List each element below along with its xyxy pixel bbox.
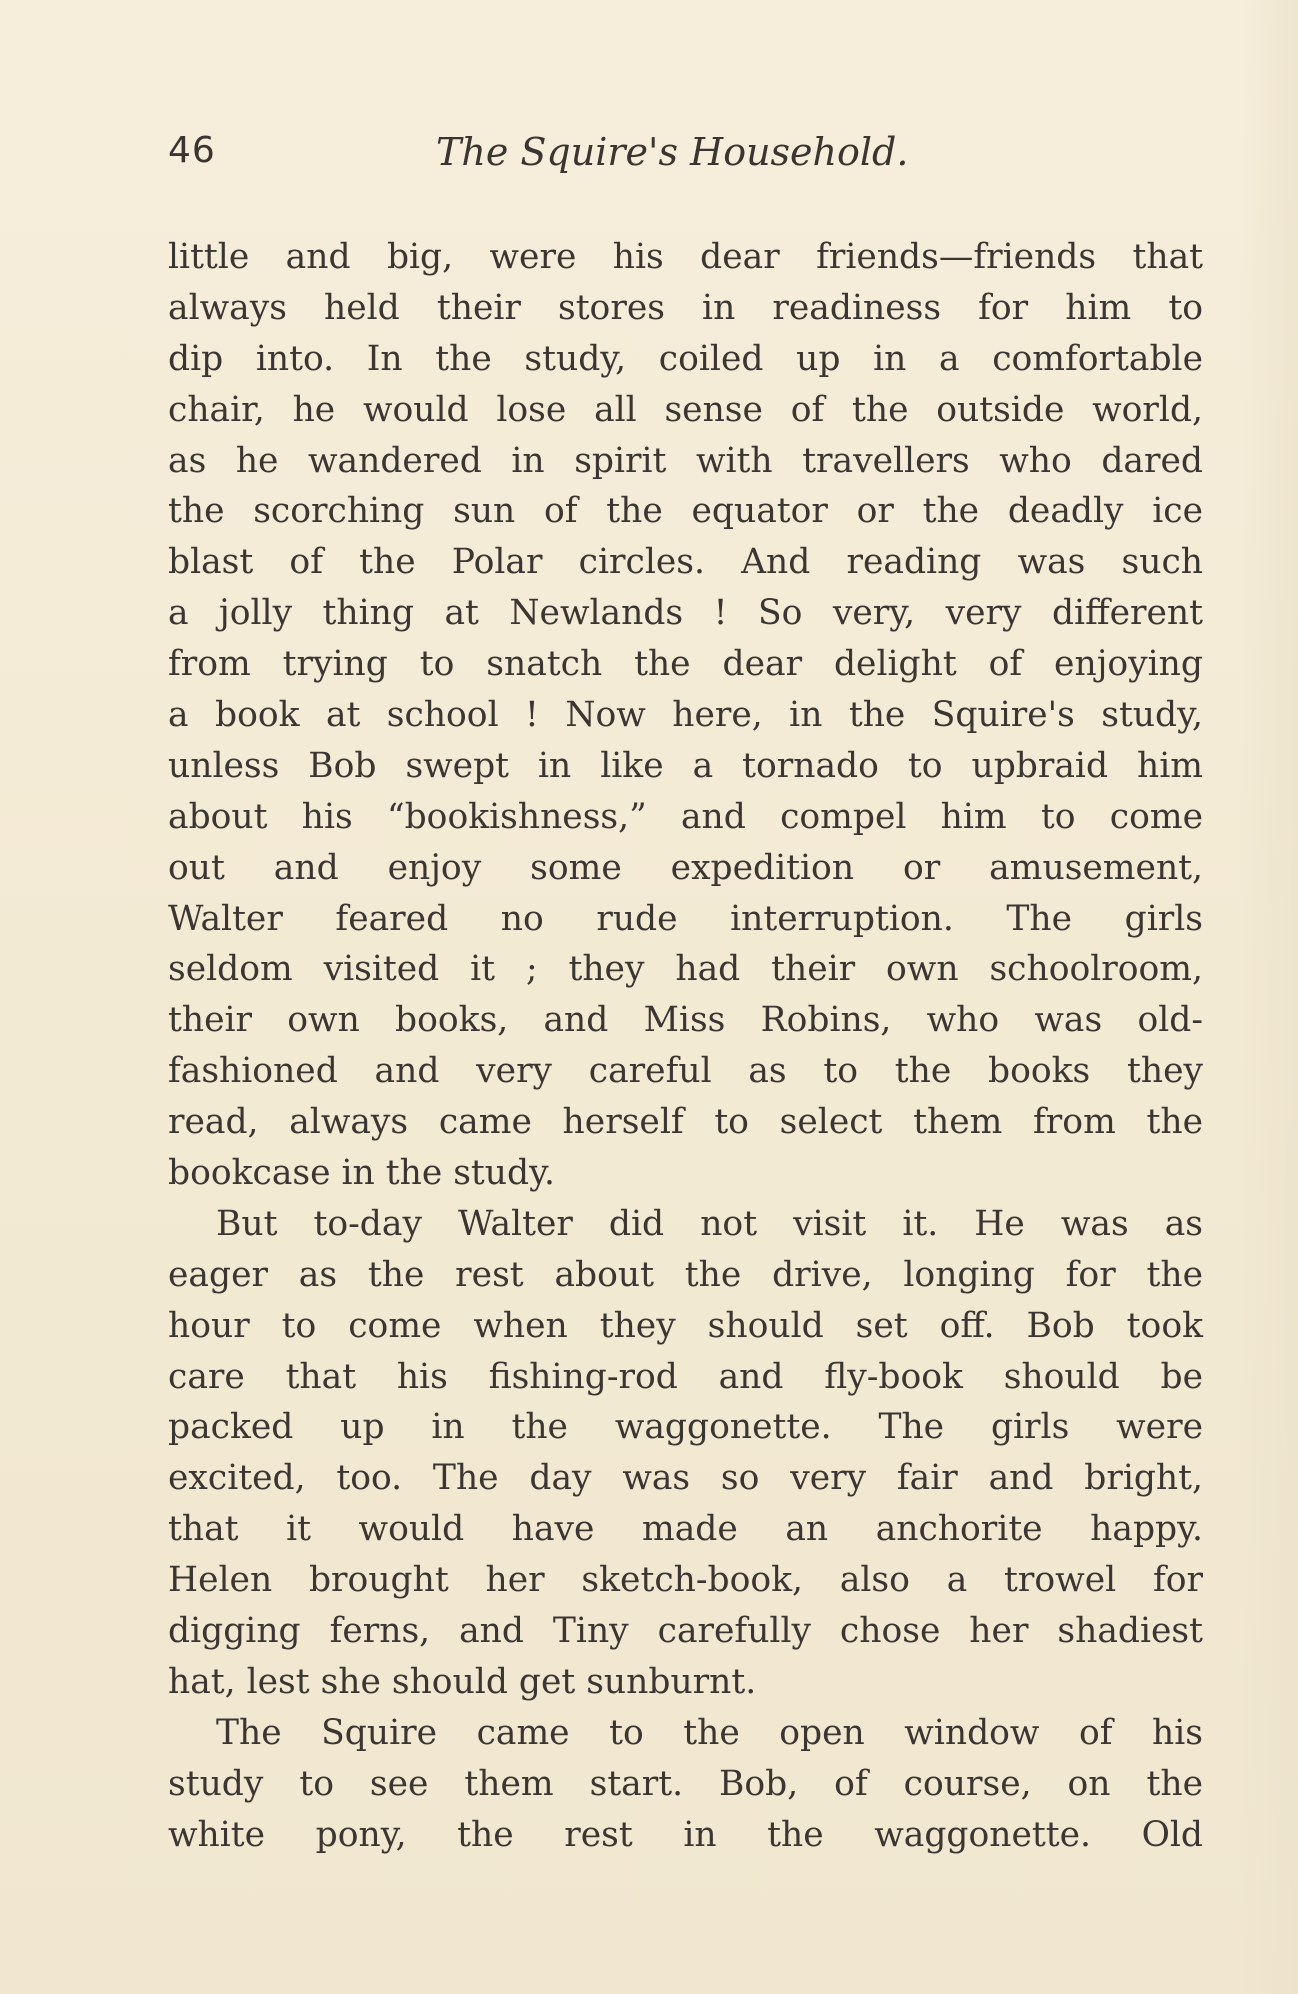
text-line: read, always came herself to select them from the — [168, 1102, 1203, 1143]
paragraph-start-line: But to-day Walter did not visit it. He was as — [216, 1203, 1203, 1244]
text-line: eager as the rest about the drive, longing for the — [168, 1254, 1203, 1295]
paragraph-end-line: hat, lest she should get sunburnt. — [168, 1661, 757, 1702]
text-line: white pony, the rest in the waggonette. Old — [168, 1814, 1203, 1855]
paragraph-start-line: The Squire came to the open window of his — [216, 1712, 1203, 1753]
text-line: fashioned and very careful as to the books they — [168, 1051, 1203, 1092]
text-line: about his “bookishness,” and compel him to come — [168, 796, 1203, 837]
text-line: as he wandered in spirit with travellers who dared — [168, 440, 1203, 481]
text-line: a book at school ! Now here, in the Squire's study, — [168, 695, 1203, 736]
text-line: that it would have made an anchorite happy. — [168, 1509, 1203, 1550]
text-line: a jolly thing at Newlands ! So very, very different — [168, 593, 1203, 634]
text-line: chair, he would lose all sense of the outside world, — [168, 389, 1203, 430]
paragraph-end-line: bookcase in the study. — [168, 1153, 555, 1194]
text-line: out and enjoy some expedition or amusement, — [168, 847, 1203, 888]
text-line: dip into. In the study, coiled up in a comfortable — [168, 338, 1203, 379]
text-line: packed up in the waggonette. The girls were — [168, 1407, 1203, 1448]
text-line: Walter feared no rude interruption. The girls — [168, 898, 1203, 939]
text-line: their own books, and Miss Robins, who was old- — [168, 1000, 1203, 1041]
page-number: 46 — [168, 130, 216, 171]
page-header — [168, 130, 1208, 190]
text-line: digging ferns, and Tiny carefully chose her shadiest — [168, 1611, 1203, 1652]
running-title: The Squire's Household. — [436, 130, 909, 174]
text-line: Helen brought her sketch-book, also a trowel for — [168, 1560, 1203, 1601]
text-line: the scorching sun of the equator or the deadly ice — [168, 491, 1203, 532]
text-line: blast of the Polar circles. And reading was such — [168, 542, 1203, 583]
text-line: excited, too. The day was so very fair and bright, — [168, 1458, 1203, 1499]
text-line: unless Bob swept in like a tornado to upbraid him — [168, 745, 1203, 786]
text-line: seldom visited it ; they had their own schoolroom, — [168, 949, 1203, 990]
text-line: care that his fishing-rod and fly-book should be — [168, 1356, 1203, 1397]
text-line: study to see them start. Bob, of course, on the — [168, 1763, 1203, 1804]
text-line: from trying to snatch the dear delight of enjoying — [168, 644, 1203, 685]
text-line: little and big, were his dear friends—friends that — [168, 237, 1203, 277]
body-text — [168, 232, 1203, 1861]
text-line: always held their stores in readiness for him to — [168, 287, 1203, 328]
text-line: hour to come when they should set off. Bob took — [168, 1305, 1203, 1346]
